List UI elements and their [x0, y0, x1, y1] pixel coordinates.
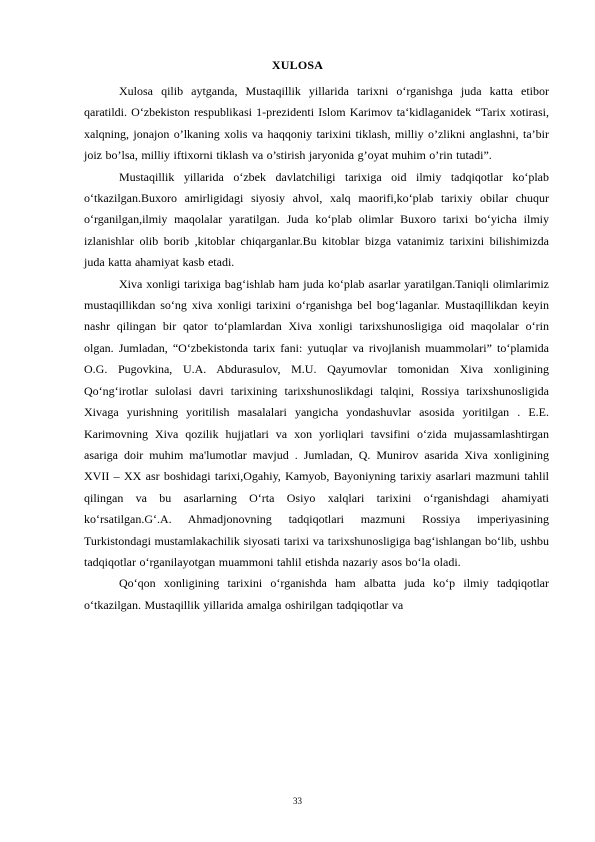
- paragraph-1: Xulosa qilib aytganda, Mustaqillik yillarida tarixni o‘rganishga juda katta etibor qaratildi. O‘zbekiston respublikasi 1-prezidenti Islom Karimov ta‘kidlaganidek “Tarix xotirasi, xalqning, jonajon o’lkaning xolis va haqqoniy tarixini tiklash, milliy o’zlikni anglashni, ta’bir joiz bo’lsa, milliy iftixorni tiklash va o’stirish jaryonida g’oyat muhim o’rin tutadi”.: [84, 84, 549, 163]
- document-body: [84, 81, 549, 616]
- paragraph-4: Qo‘qon xonligining tarixini o‘rganishda ham albatta juda ko‘p ilmiy tadqiqotlar o‘tkazilgan. Mustaqillik yillarida amalga oshirilgan tadqiqotlar va: [84, 576, 549, 612]
- page-number: 33: [293, 796, 302, 806]
- paragraph-2: Mustaqillik yillarida o‘zbek davlatchiligi tarixiga oid ilmiy tadqiqotlar ko‘plab o‘tkazilgan.Buxoro amirligidagi siyosiy ahvol, xalq maorifi,ko‘plab tarixiy obilar chuqur o‘rganilgan,ilmiy maqolalar yaratilgan. Juda ko‘plab olimlar Buxoro tarixi bo‘yicha ilmiy izlanishlar olib borib ,kitoblar chiqarganlar.Bu kitoblar bizga vatanimiz tarixini bilishimizda juda katta ahamiyat kasb etadi.: [84, 169, 549, 270]
- paragraph-3: Xiva xonligi tarixiga bag‘ishlab ham juda ko‘plab asarlar yaratilgan.Taniqli olimlarimiz mustaqillikdan so‘ng xiva xonligi tarixini o‘rganishga bel bog‘laganlar. Mustaqillikdan keyin nashr qilingan bir qator to‘plamlardan Xiva xonligi tarixshunosligiga oid maqolalar o‘rin olgan. Jumladan, “O‘zbekistonda tarix fani: yutuqlar va rivojlanish muammolari” to‘plamida O.G. Pugovkina, U.A. Abdurasulov, M.U. Qayumovlar tomonidan Xiva xonligining Qo‘ng‘irotlar sulolasi davri tarixining tarixshunoslikdagi talqini, Rossiya tarixshunosligida Xivaga yurishning yoritilish masalalari yangicha yondashuvlar asosida yoritilgan . E.E. Karimovning Xiva qozilik hujjatlari va xon yorliqlari tavsifini o‘zida mujassamlashtirgan asariga doir muhim ma'lumotlar mavjud . Jumladan, Q. Munirov asarida Xiva xonligining XVII – XX asr boshidagi tarixi,Ogahiy, Kamyob, Bayoniyning tarixiy asarlari mazmuni tahlil qilingan va bu asarlarning O‘rta Osiyo xalqlari tarixini o‘rganishdagi ahamiyati ko‘rsatilgan.G‘.A. Ahmadjonovning tadqiqotlari mazmuni Rossiya imperiyasining Turkistondagi mustamlakachilik siyosati tarixi va tarixshunosligiga bag‘ishlangan bo‘lib, ushbu tadqiqotlar o‘rganilayotgan muammoni tahlil etishda nazariy asos bo‘la oladi.: [84, 276, 549, 569]
- page-title: XULOSA: [271, 58, 324, 72]
